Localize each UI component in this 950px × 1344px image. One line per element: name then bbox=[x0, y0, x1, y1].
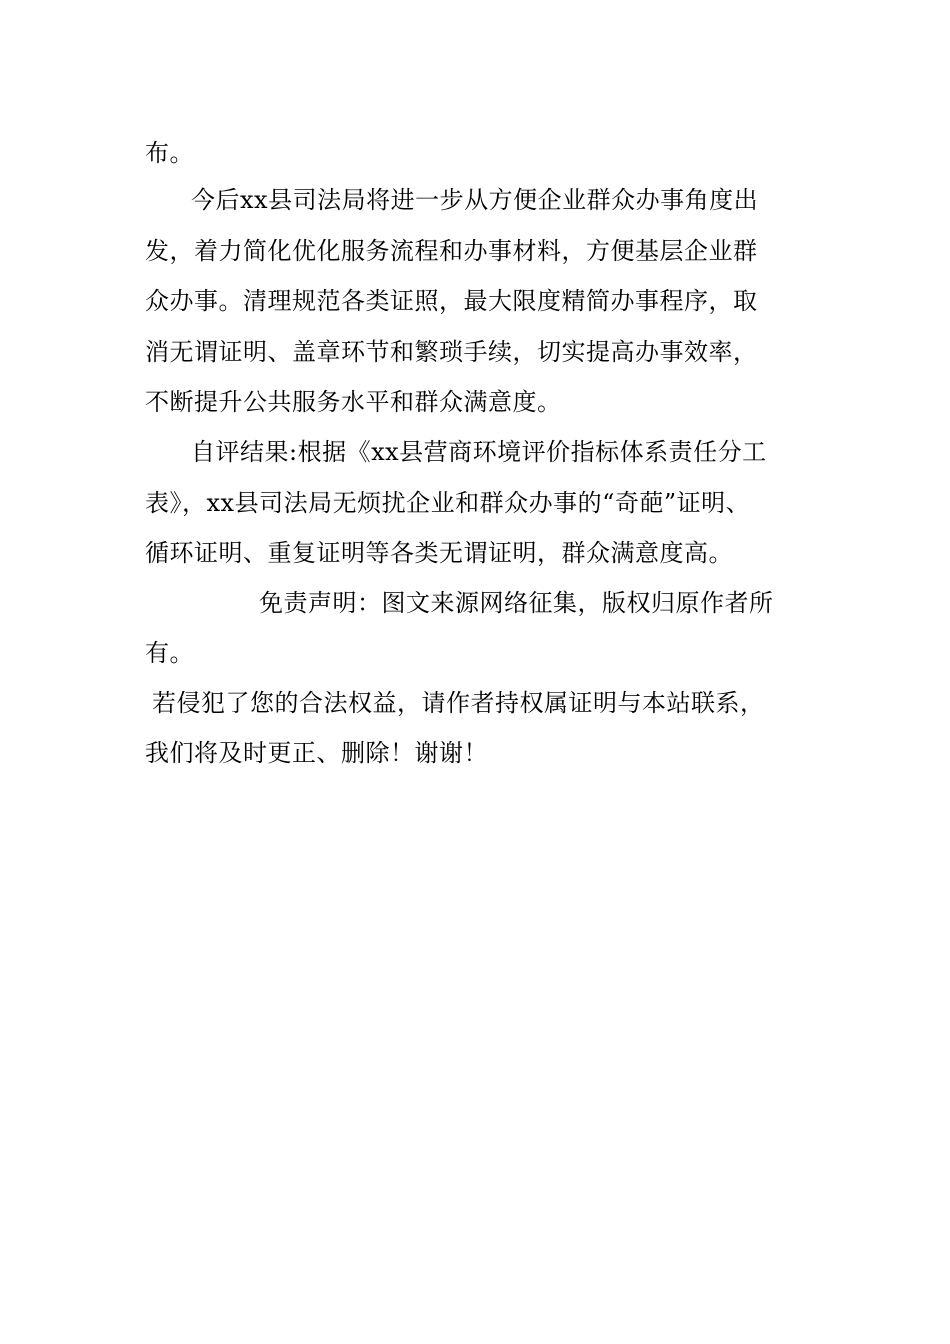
text-line-1: 布。 bbox=[145, 139, 194, 167]
disclaimer-line-1: 免责声明：图文来源网络征集，版权归原作者所 bbox=[259, 589, 774, 617]
text-line-4: 众办事。清理规范各类证照，最大限度精简办事程序，取 bbox=[145, 287, 758, 315]
disclaimer-line-4: 我们将及时更正、删除！谢谢！ bbox=[145, 739, 488, 767]
text-line-9: 循环证明、重复证明等各类无谓证明，群众满意度高。 bbox=[145, 539, 733, 567]
text-line-8: 表》，xx县司法局无烦扰企业和群众办事的“奇葩”证明、 bbox=[145, 489, 751, 517]
text-line-7: 自评结果:根据《xx县营商环境评价指标体系责任分工 bbox=[191, 438, 767, 466]
text-line-2: 今后xx县司法局将进一步从方便企业群众办事角度出 bbox=[191, 186, 759, 214]
text-line-3: 发，着力简化优化服务流程和办事材料，方便基层企业群 bbox=[145, 237, 758, 265]
disclaimer-line-3: 若侵犯了您的合法权益，请作者持权属证明与本站联系， bbox=[152, 689, 765, 717]
disclaimer-line-2: 有。 bbox=[145, 639, 194, 667]
text-line-6: 不断提升公共服务水平和群众满意度。 bbox=[145, 388, 562, 416]
text-line-5: 消无谓证明、盖章环节和繁琐手续，切实提高办事效率， bbox=[145, 338, 758, 366]
